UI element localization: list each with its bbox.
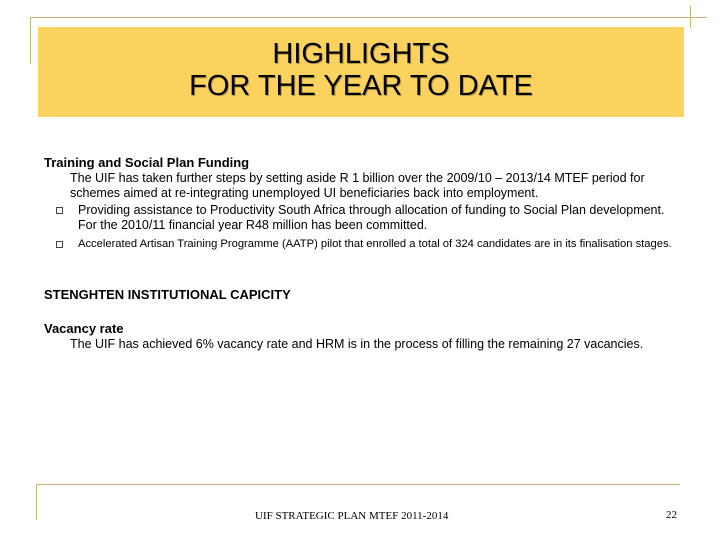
section-heading-vacancy: Vacancy rate (44, 321, 124, 336)
section-heading-institutional: STENGHTEN INSTITUTIONAL CAPICITY (44, 286, 291, 302)
frame-line-left (30, 17, 31, 64)
square-bullet-icon (56, 241, 63, 248)
slide-content (44, 155, 684, 352)
title-line-1: HIGHLIGHTS (272, 38, 450, 70)
frame-line-top (30, 17, 707, 18)
square-bullet-icon (56, 207, 63, 214)
section-heading-training: Training and Social Plan Funding (44, 155, 250, 170)
frame-line-right (690, 6, 691, 28)
title-banner (38, 27, 684, 117)
title-line-2: FOR THE YEAR TO DATE (189, 70, 533, 102)
bullet-item (44, 237, 684, 252)
page-number: 22 (666, 509, 677, 521)
frame-line-bottom-left (36, 484, 37, 520)
bullet-text: Providing assistance to Productivity South Africa through allocation of funding to Social Plan development. For the 2010/11 financial year R48 million has been committed. (78, 202, 665, 232)
bullet-text: Accelerated Artisan Training Programme (AATP) pilot that enrolled a total of 324 candidates are in its finalisation stages. (78, 237, 672, 250)
section-paragraph-vacancy: The UIF has achieved 6% vacancy rate and HRM is in the process of filling the remaining 27 vacancies. (70, 336, 644, 351)
footer-title: UIF STRATEGIC PLAN MTEF 2011-2014 (255, 510, 449, 522)
section-paragraph-training: The UIF has taken further steps by setting aside R 1 billion over the 2009/10 – 2013/14 MTEF period for schemes aimed at re-integrating unemployed UI beneficiaries back into employment. (70, 170, 645, 200)
bullet-item (44, 203, 684, 234)
frame-line-bottom (36, 484, 680, 485)
